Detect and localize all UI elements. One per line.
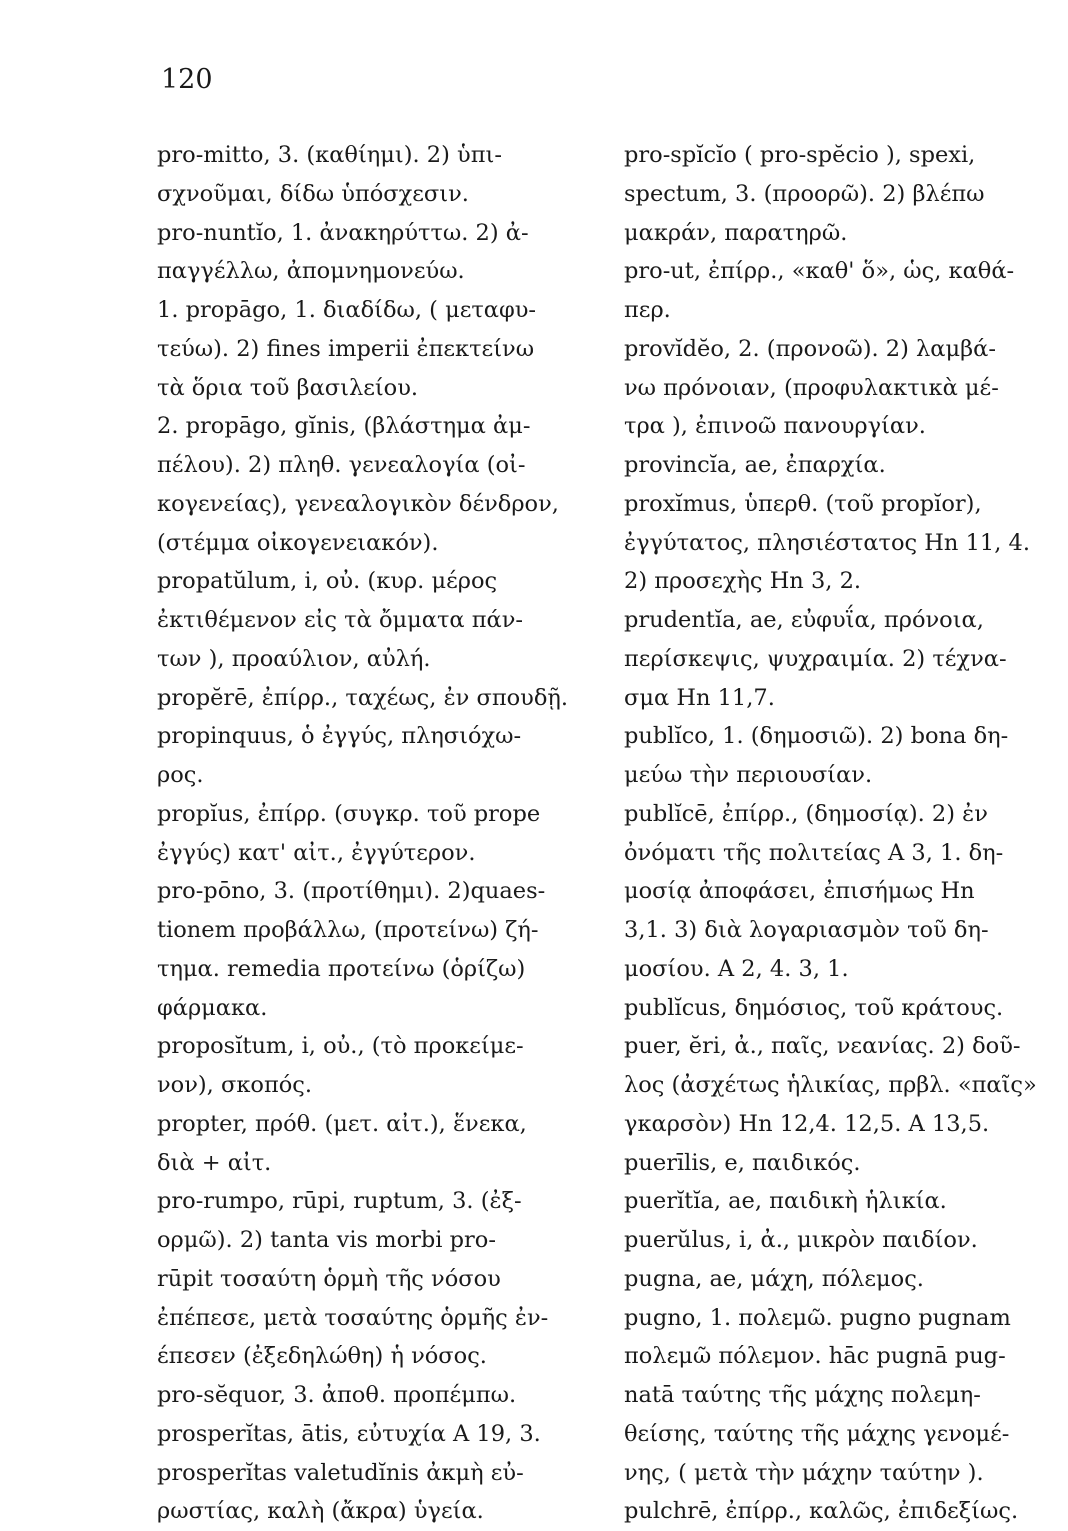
entry-line: publĭcus, δημόσιος, τοῦ κράτους. [624,994,1004,1021]
entry-line: puerĭtĭa, ae, παιδικὴ ἡλικία. [624,1188,947,1215]
entry-line: σχνοῦμαι, δίδω ὑπόσχεσιν. [157,180,469,207]
entry-line: publĭcē, ἐπίρρ., (δημοσίᾳ). 2) ἐν [624,800,988,827]
entry-line: puerīlis, e, παιδικός. [624,1149,861,1176]
right-column [624,136,1062,1531]
entry-line: θείσης, ταύτης τῆς μάχης γενομέ- [624,1420,1010,1447]
entry-line: μοσίου. Α 2, 4. 3, 1. [624,955,849,982]
entry-line: propatŭlum, i, οὐ. (κυρ. μέρος [157,568,498,595]
entry-line: propinquus, ὁ ἐγγύς, πλησιόχω- [157,723,522,750]
entry-line: σμα Ηn 11,7. [624,684,775,711]
entry-line: pugno, 1. πολεμῶ. pugno pugnam [624,1304,1011,1331]
entry-line: νον), σκοπός. [157,1072,313,1098]
entry-line: pro-rumpo, rūpi, ruptum, 3. (ἐξ- [157,1188,522,1215]
entry-line: μοσίᾳ ἀποφάσει, ἐπισήμως Ηn [624,878,975,905]
entry-line: ὀνόματι τῆς πολιτείας Α 3, 1. δη- [624,839,1004,866]
entry-line: κογενείας), γενεαλογικὸν δένδρον, [157,490,559,517]
entry-line: γκαρσὸν) Ηn 12,4. 12,5. Α 13,5. [624,1110,990,1137]
entry-line: περίσκεψις, ψυχραιμία. 2) τέχνα- [624,645,1007,672]
entry-line: (στέμμα οἰκογενειακόν). [157,529,439,556]
entry-line: παγγέλλω, ἀπομνημονεύω. [157,258,465,285]
entry-line: φάρμακα. [157,994,268,1021]
entry-line: τεύω). 2) fines imperii ἐπεκτείνω [157,335,535,362]
entry-line: διὰ + αἰτ. [157,1149,272,1176]
entry-line: μακράν, παρατηρῶ. [624,219,848,246]
entry-line: rūpit τοσαύτη ὁρμὴ τῆς νόσου [157,1265,501,1292]
entry-line: τημα. remedia προτείνω (ὁρίζω) [157,955,526,982]
entry-line: νω πρόνοιαν, (προφυλακτικὰ μέ- [624,374,999,401]
entry-line: pro-ut, ἐπίρρ., «καθ' ὅ», ὡς, καθά- [624,258,1015,285]
entry-line: περ. [624,297,671,323]
left-column [157,136,587,1531]
entry-line: ορμῶ). 2) tanta vis morbi pro- [157,1227,496,1253]
entry-line: μεύω τὴν περιουσίαν. [624,762,873,788]
entry-line: 2) προσεχὴς Ηn 3, 2. [624,568,862,595]
entry-line: pugna, ae, μάχη, πόλεμος. [624,1265,924,1292]
entry-line: spectum, 3. (προορῶ). 2) βλέπω [624,180,985,207]
entry-line: ρος. [157,762,204,788]
entry-line: tionem προβάλλω, (προτείνω) ζή- [157,917,539,943]
entry-line: ἐγγύτατος, πλησιέστατος Ηn 11, 4. [624,529,1030,556]
entry-line: proxĭmus, ὑπερθ. (τοῦ propĭor), [624,490,982,517]
entry-line: ρωστίας, καλὴ (ἄκρα) ὑγεία. [157,1498,484,1525]
entry-line: propter, πρόθ. (μετ. αἰτ.), ἕνεκα, [157,1110,527,1137]
entry-line: λος (ἀσχέτως ἡλικίας, πρβλ. «παῖς» [624,1072,1037,1098]
page-number: 120 [161,64,213,95]
entry-line: pulchrē, ἐπίρρ., καλῶς, ἐπιδεξίως. [624,1498,1019,1525]
entry-line: έπεσεν (ἐξεδηλώθη) ἡ νόσος. [157,1343,487,1370]
entry-line: των ), προαύλιον, αὐλή. [157,645,431,672]
entry-line: prosperĭtas valetudĭnis ἀκμὴ εὐ- [157,1459,524,1486]
entry-line: νης, ( μετὰ τὴν μάχην ταύτην ). [624,1459,984,1486]
entry-line: provĭdĕo, 2. (προνοῶ). 2) λαμβά- [624,335,996,362]
entry-line: τρα ), ἐπινοῶ πανουργίαν. [624,413,926,440]
entry-line: propĕrē, ἐπίρρ., ταχέως, ἐν σπουδῇ. [157,684,569,711]
entry-line: πολεμῶ πόλεμον. hāc pugnā pug- [624,1343,1006,1370]
entry-line: ἐγγύς) κατ' αἰτ., ἐγγύτερον. [157,839,476,866]
entry-line: provincĭa, ae, ἐπαρχία. [624,452,886,478]
entry-line: ἐκτιθέμενον εἰς τὰ ὄμματα πάν- [157,607,524,633]
entry-line: proposĭtum, i, οὐ., (τὸ προκείμε- [157,1033,524,1060]
entry-line: puerŭlus, i, ἀ., μικρὸν παιδίον. [624,1227,978,1253]
entry-line: propĭus, ἐπίρρ. (συγκρ. τοῦ prope [157,800,541,827]
entry-line: ἐπέπεσε, μετὰ τοσαύτης ὁρμῆς ἐν- [157,1304,549,1331]
entry-line: pro-nuntĭo, 1. ἀνακηρύττω. 2) ἀ- [157,219,529,246]
entry-line: pro-sĕquor, 3. ἀποθ. προπέμπω. [157,1382,517,1408]
entry-line: 2. propāgo, gĭnis, (βλάστημα ἀμ- [157,413,531,440]
entry-line: publĭco, 1. (δημοσιῶ). 2) bona δη- [624,723,1009,750]
entry-line: pro-pōno, 3. (προτίθημι). 2)quaes- [157,878,546,905]
entry-line: πέλου). 2) πληθ. γενεαλογία (οἰ- [157,452,526,478]
entry-line: pro-mitto, 3. (καθίημι). 2) ὑπι- [157,142,502,168]
entry-line: pro-spĭcĭo ( pro-spĕcio ), spexi, [624,142,976,168]
entry-line: τὰ ὅρια τοῦ βασιλείου. [157,374,419,401]
entry-line: puer, ĕri, ἀ., παῖς, νεανίας. 2) δοῦ- [624,1033,1021,1060]
entry-line: 3,1. 3) διὰ λογαριασμὸν τοῦ δη- [624,917,989,943]
entry-line: prosperĭtas, ātis, εὐτυχία Α 19, 3. [157,1420,541,1447]
entry-line: natā ταύτης τῆς μάχης πολεμη- [624,1382,981,1408]
entry-line: 1. propāgo, 1. διαδίδω, ( μεταφυ- [157,297,537,323]
entry-line: prudentĭa, ae, εὐφυΐα, πρόνοια, [624,607,984,633]
